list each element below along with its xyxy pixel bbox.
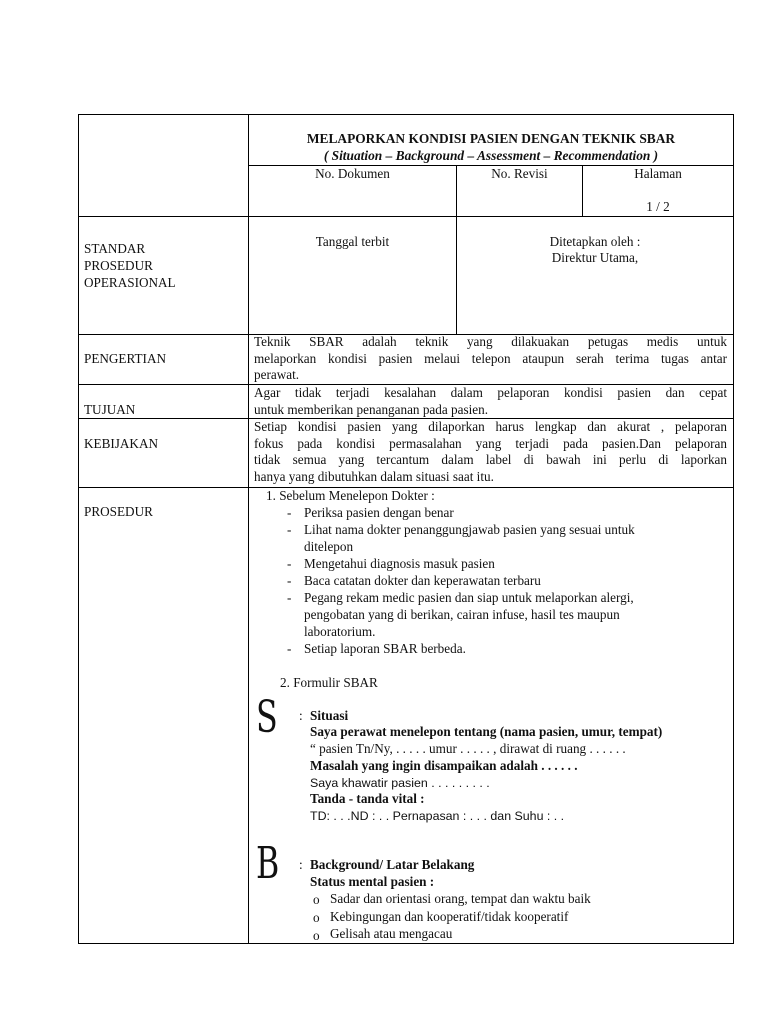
tujuan-label: TUJUAN [84,402,136,417]
list-dash: - [287,505,292,520]
situasi-title: Situasi [310,708,349,723]
list-item: Periksa pasien dengan benar [304,505,454,520]
list-item-continuation: pengobatan yang di berikan, cairan infuse, hasil tes maupun [304,607,620,622]
list-item-continuation: laboratorium. [304,624,376,639]
situasi-line: Saya perawat menelepon tentang (nama pasien, umur, tempat) [310,724,663,739]
table-border-right [733,114,734,944]
list-item: Baca catatan dokter dan keperawatan terbaru [304,573,541,588]
list-item: Setiap laporan SBAR berbeda. [304,641,466,656]
kebijakan-line: fokus pada kondisi permasalahan yang terjadi pada pasien.Dan pelaporan [254,435,727,451]
list-item: Lihat nama dokter penanggungjawab pasien yang sesuai untuk [304,522,635,537]
kebijakan-line: Setiap kondisi pasien yang dilaporkan harus lengkap dan akurat , pelaporan [254,419,727,434]
pengertian-line: Teknik SBAR adalah teknik yang dilakuakan petugas medis untuk [254,334,727,349]
pengertian-text [254,334,727,384]
list-item: Mengetahui diagnosis masuk pasien [304,556,495,571]
kebijakan-label: KEBIJAKAN [84,436,158,451]
sop-label-line1: STANDAR [84,241,146,256]
situasi-line: TD: . . .ND : . . Pernapasan : . . . dan Suhu : . . [310,809,565,823]
situasi-line: Masalah yang ingin disampaikan adalah . . . . . . [310,758,578,773]
pengertian-line: perawat. [254,367,300,383]
background-item: Gelisah atau mengacau [330,926,453,941]
background-item: Sadar dan orientasi orang, tempat dan waktu baik [330,891,591,906]
document-title: MELAPORKAN KONDISI PASIEN DENGAN TEKNIK SBAR [306,131,676,146]
kebijakan-line: tidak semua yang tercantum dalam label di bawah ini perlu di laporkan [254,452,727,468]
table-border-top [78,114,734,115]
tanggal-terbit-label: Tanggal terbit [315,234,390,249]
kebijakan-text [254,419,727,485]
sbar-b-letter: B [256,838,280,889]
pengertian-line: melaporkan kondisi pasien melaui telepon ataupun serah terima tugas antar [254,350,727,366]
no-revisi-label: No. Revisi [491,166,548,181]
sop-label-line3: OPERASIONAL [84,275,176,290]
sbar-s-letter: S [256,692,278,743]
list-dash: - [287,573,292,588]
kebijakan-line: hanya yang dibutuhkan dalam situasi saat itu. [254,468,494,484]
table-border-left [78,114,79,944]
header-divider-2 [78,216,734,217]
tujuan-text [254,385,727,418]
list-item-continuation: ditelepon [304,539,354,554]
table-border-bottom [78,943,734,944]
prosedur-step-1: 1. Sebelum Menelepon Dokter : [266,488,435,503]
background-item: Kebingungan dan kooperatif/tidak kooperatif [330,909,569,924]
pengertian-label: PENGERTIAN [84,351,166,366]
prosedur-label: PROSEDUR [84,504,153,519]
tujuan-line: Agar tidak terjadi kesalahan dalam pelaporan kondisi pasien dan cepat [254,385,727,400]
bullet-icon: o [313,910,320,925]
document-subtitle: ( Situation – Background – Assessment – Recommendation ) [323,148,659,163]
ditetapkan-value: Direktur Utama, [551,250,639,265]
bullet-icon: o [313,928,320,943]
situasi-line: “ pasien Tn/Ny, . . . . . umur . . . . . , dirawat di ruang . . . . . . [310,741,626,756]
no-dokumen-label: No. Dokumen [315,166,390,181]
list-item: Pegang rekam medic pasien dan siap untuk melaporkan alergi, [304,590,634,605]
list-dash: - [287,641,292,656]
prosedur-step-2: 2. Formulir SBAR [280,675,378,690]
background-line: Status mental pasien : [310,874,435,889]
halaman-label: Halaman [634,166,682,181]
background-title: Background/ Latar Belakang [310,857,475,872]
tujuan-line: untuk memberikan penanganan pada pasien. [254,401,488,417]
ditetapkan-label: Ditetapkan oleh : [549,234,641,249]
situasi-colon: : [299,708,303,723]
background-colon: : [299,857,303,872]
sop-label-line2: PROSEDUR [84,258,153,273]
halaman-value: 1 / 2 [646,199,670,214]
situasi-line: Saya khawatir pasien . . . . . . . . . [310,776,490,790]
situasi-line: Tanda - tanda vital : [310,791,425,806]
list-dash: - [287,590,292,605]
list-dash: - [287,556,292,571]
list-dash: - [287,522,292,537]
bullet-icon: o [313,892,320,907]
